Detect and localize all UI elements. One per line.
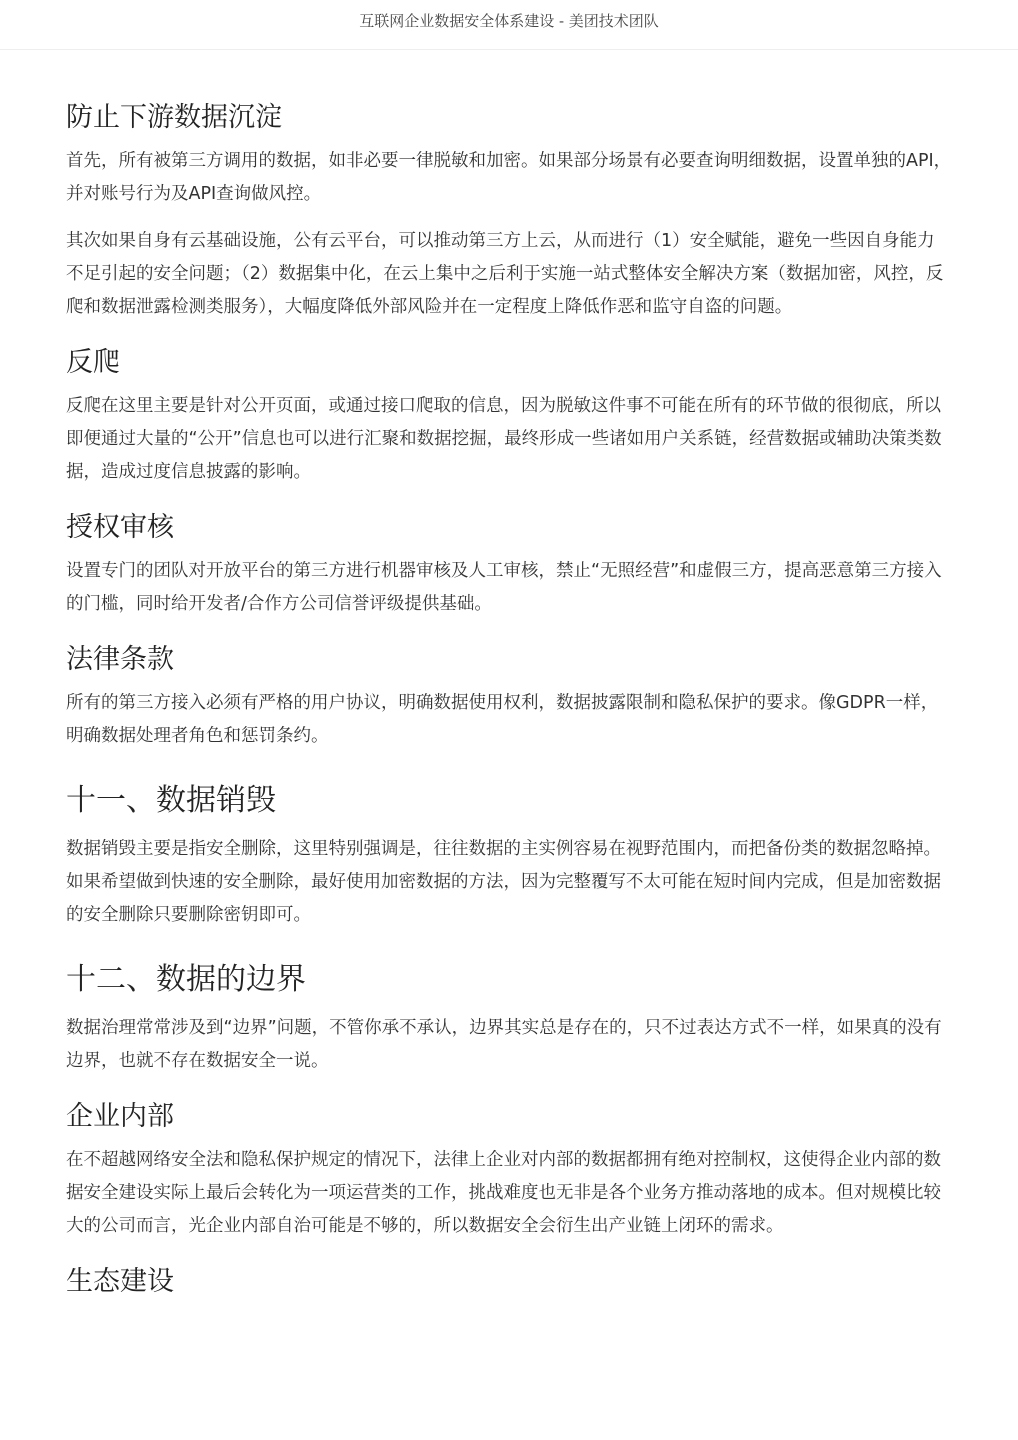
paragraph: 所有的第三方接入必须有严格的用户协议，明确数据使用权利，数据披露限制和隐私保护的要求。像GDPR一样，明确数据处理者角色和惩罚条约。 (66, 693, 939, 746)
paragraph: 在不超越网络安全法和隐私保护规定的情况下，法律上企业对内部的数据都拥有绝对控制权，这使得企业内部的数据安全建设实际上最后会转化为一项运营类的工作，挑战难度也无非是各个业务方推动落地的成本。但对规模比较大的公司而言，光企业内部自治可能是不够的，所以数据安全会衍生出产业链上闭环的需求。 (66, 1150, 941, 1236)
section-heading: 授权审核 (66, 512, 174, 543)
article-content (0, 98, 1018, 1302)
section-heading: 反爬 (66, 347, 120, 378)
paragraph: 数据销毁主要是指安全删除，这里特别强调是，往往数据的主实例容易在视野范围内，而把备份类的数据忽略掉。 如果希望做到快速的安全删除，最好使用加密数据的方法，因为完整覆写不太可能在短时间内完成，但是加密数据的安全删除只要删除密钥即可。 (66, 839, 941, 925)
paragraph: 其次如果自身有云基础设施，公有云平台，可以推动第三方上云，从而进行（1）安全赋能，避免一些因自身能力不足引起的安全问题；（2）数据集中化，在云上集中之后利于实施一站式整体安全解决方案（数据加密，风控，反爬和数据泄露检测类服务），大幅度降低外部风险并在一定程度上降低作恶和监守自盗的问题。 (66, 231, 944, 317)
paragraph: 首先，所有被第三方调用的数据，如非必要一律脱敏和加密。如果部分场景有必要查询明细数据，设置单独的API，并对账号行为及API查询做风控。 (66, 151, 952, 204)
paragraph: 数据治理常常涉及到“边界”问题，不管你承不承认，边界其实总是存在的，只不过表达方式不一样，如果真的没有边界，也就不存在数据安全一说。 (66, 1018, 942, 1071)
section-heading: 生态建设 (66, 1266, 174, 1297)
paragraph: 设置专门的团队对开放平台的第三方进行机器审核及人工审核，禁止“无照经营”和虚假三方，提高恶意第三方接入的门槛，同时给开发者/合作方公司信誉评级提供基础。 (66, 561, 942, 614)
page-header-title: 互联网企业数据安全体系建设 - 美团技术团队 (359, 12, 659, 30)
section-heading: 十二、数据的边界 (66, 962, 306, 997)
page-header (0, 0, 1018, 50)
section-heading: 十一、数据销毁 (66, 783, 276, 818)
paragraph: 反爬在这里主要是针对公开页面，或通过接口爬取的信息，因为脱敏这件事不可能在所有的环节做的很彻底，所以即便通过大量的“公开”信息也可以进行汇聚和数据挖掘，最终形成一些诸如用户关系链，经营数据或辅助决策类数据，造成过度信息披露的影响。 (66, 396, 942, 482)
section-heading: 企业内部 (66, 1101, 174, 1132)
section-heading: 防止下游数据沉淀 (66, 102, 282, 133)
section-heading: 法律条款 (66, 644, 174, 675)
